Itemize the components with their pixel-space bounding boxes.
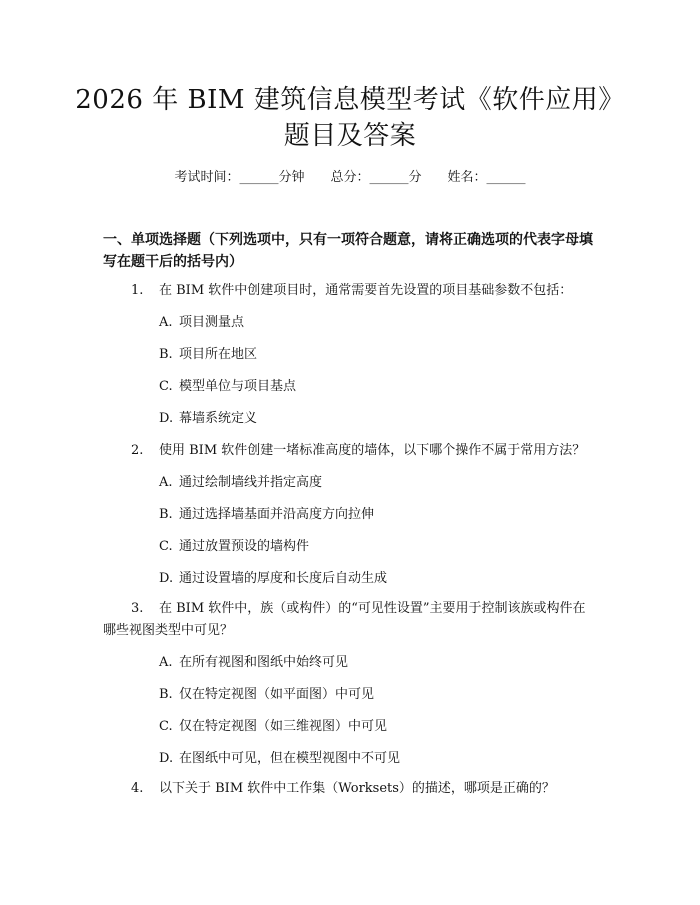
document-title-line-2: 题目及答案	[283, 121, 417, 151]
option-letter: A.	[159, 315, 173, 330]
question-number: 4.	[131, 781, 144, 796]
question-1	[131, 280, 601, 302]
question-4	[131, 778, 601, 800]
question-2-option-c	[159, 536, 309, 558]
option-letter: A.	[159, 655, 173, 670]
question-1-option-c	[159, 376, 296, 398]
question-number: 3.	[131, 601, 144, 616]
question-text: 使用 BIM 软件创建一堵标准高度的墙体，以下哪个操作不属于常用方法？	[159, 443, 586, 458]
option-letter: D.	[159, 571, 174, 586]
question-2-option-b	[159, 504, 374, 526]
question-2	[131, 440, 601, 462]
option-text: 项目所在地区	[179, 347, 258, 362]
question-3	[103, 598, 598, 642]
question-3-option-c	[159, 716, 387, 738]
section-heading: 一、单项选择题（下列选项中，只有一项符合题意，请将正确选项的代表字母填写在题干后的括号内）	[103, 232, 593, 270]
option-text: 仅在特定视图（如三维视图）中可见	[179, 719, 388, 734]
option-letter: C.	[159, 719, 173, 734]
question-1-option-b	[159, 344, 257, 366]
option-text: 通过设置墙的厚度和长度后自动生成	[179, 571, 388, 586]
option-text: 模型单位与项目基点	[179, 379, 297, 394]
question-number: 2.	[131, 443, 144, 458]
option-text: 在图纸中可见，但在模型视图中不可见	[179, 751, 401, 766]
exam-time-field: 考试时间：______分钟	[174, 170, 305, 185]
question-2-option-d	[159, 568, 387, 590]
option-text: 幕墙系统定义	[179, 411, 258, 426]
option-text: 仅在特定视图（如平面图）中可见	[179, 687, 375, 702]
question-3-option-d	[159, 748, 400, 770]
question-2-option-a	[159, 472, 322, 494]
question-1-option-a	[159, 312, 244, 334]
option-text: 项目测量点	[179, 315, 245, 330]
option-text: 通过放置预设的墙构件	[179, 539, 310, 554]
question-3-option-a	[159, 652, 348, 674]
option-letter: D.	[159, 411, 174, 426]
question-text: 以下关于 BIM 软件中工作集（Worksets）的描述，哪项是正确的？	[159, 781, 555, 796]
option-letter: D.	[159, 751, 174, 766]
option-letter: C.	[159, 539, 173, 554]
option-letter: B.	[159, 347, 173, 362]
option-text: 在所有视图和图纸中始终可见	[179, 655, 349, 670]
option-letter: C.	[159, 379, 173, 394]
document-title-line-1: 2026 年 BIM 建筑信息模型考试《软件应用》	[75, 85, 625, 115]
question-text: 在 BIM 软件中，族（或构件）的“可见性设置”主要用于控制该族或构件在哪些视图类型中可见？	[103, 601, 586, 638]
option-letter: B.	[159, 687, 173, 702]
question-number: 1.	[131, 283, 144, 298]
question-text: 在 BIM 软件中创建项目时，通常需要首先设置的项目基础参数不包括：	[159, 283, 573, 298]
exam-info-line	[0, 168, 700, 188]
option-text: 通过选择墙基面并沿高度方向拉伸	[179, 507, 375, 522]
option-letter: B.	[159, 507, 173, 522]
total-score-field: 总分：______分	[330, 170, 422, 185]
option-text: 通过绘制墙线并指定高度	[179, 475, 323, 490]
question-3-option-b	[159, 684, 374, 706]
option-letter: A.	[159, 475, 173, 490]
name-field: 姓名：______	[447, 170, 526, 185]
question-1-option-d	[159, 408, 257, 430]
